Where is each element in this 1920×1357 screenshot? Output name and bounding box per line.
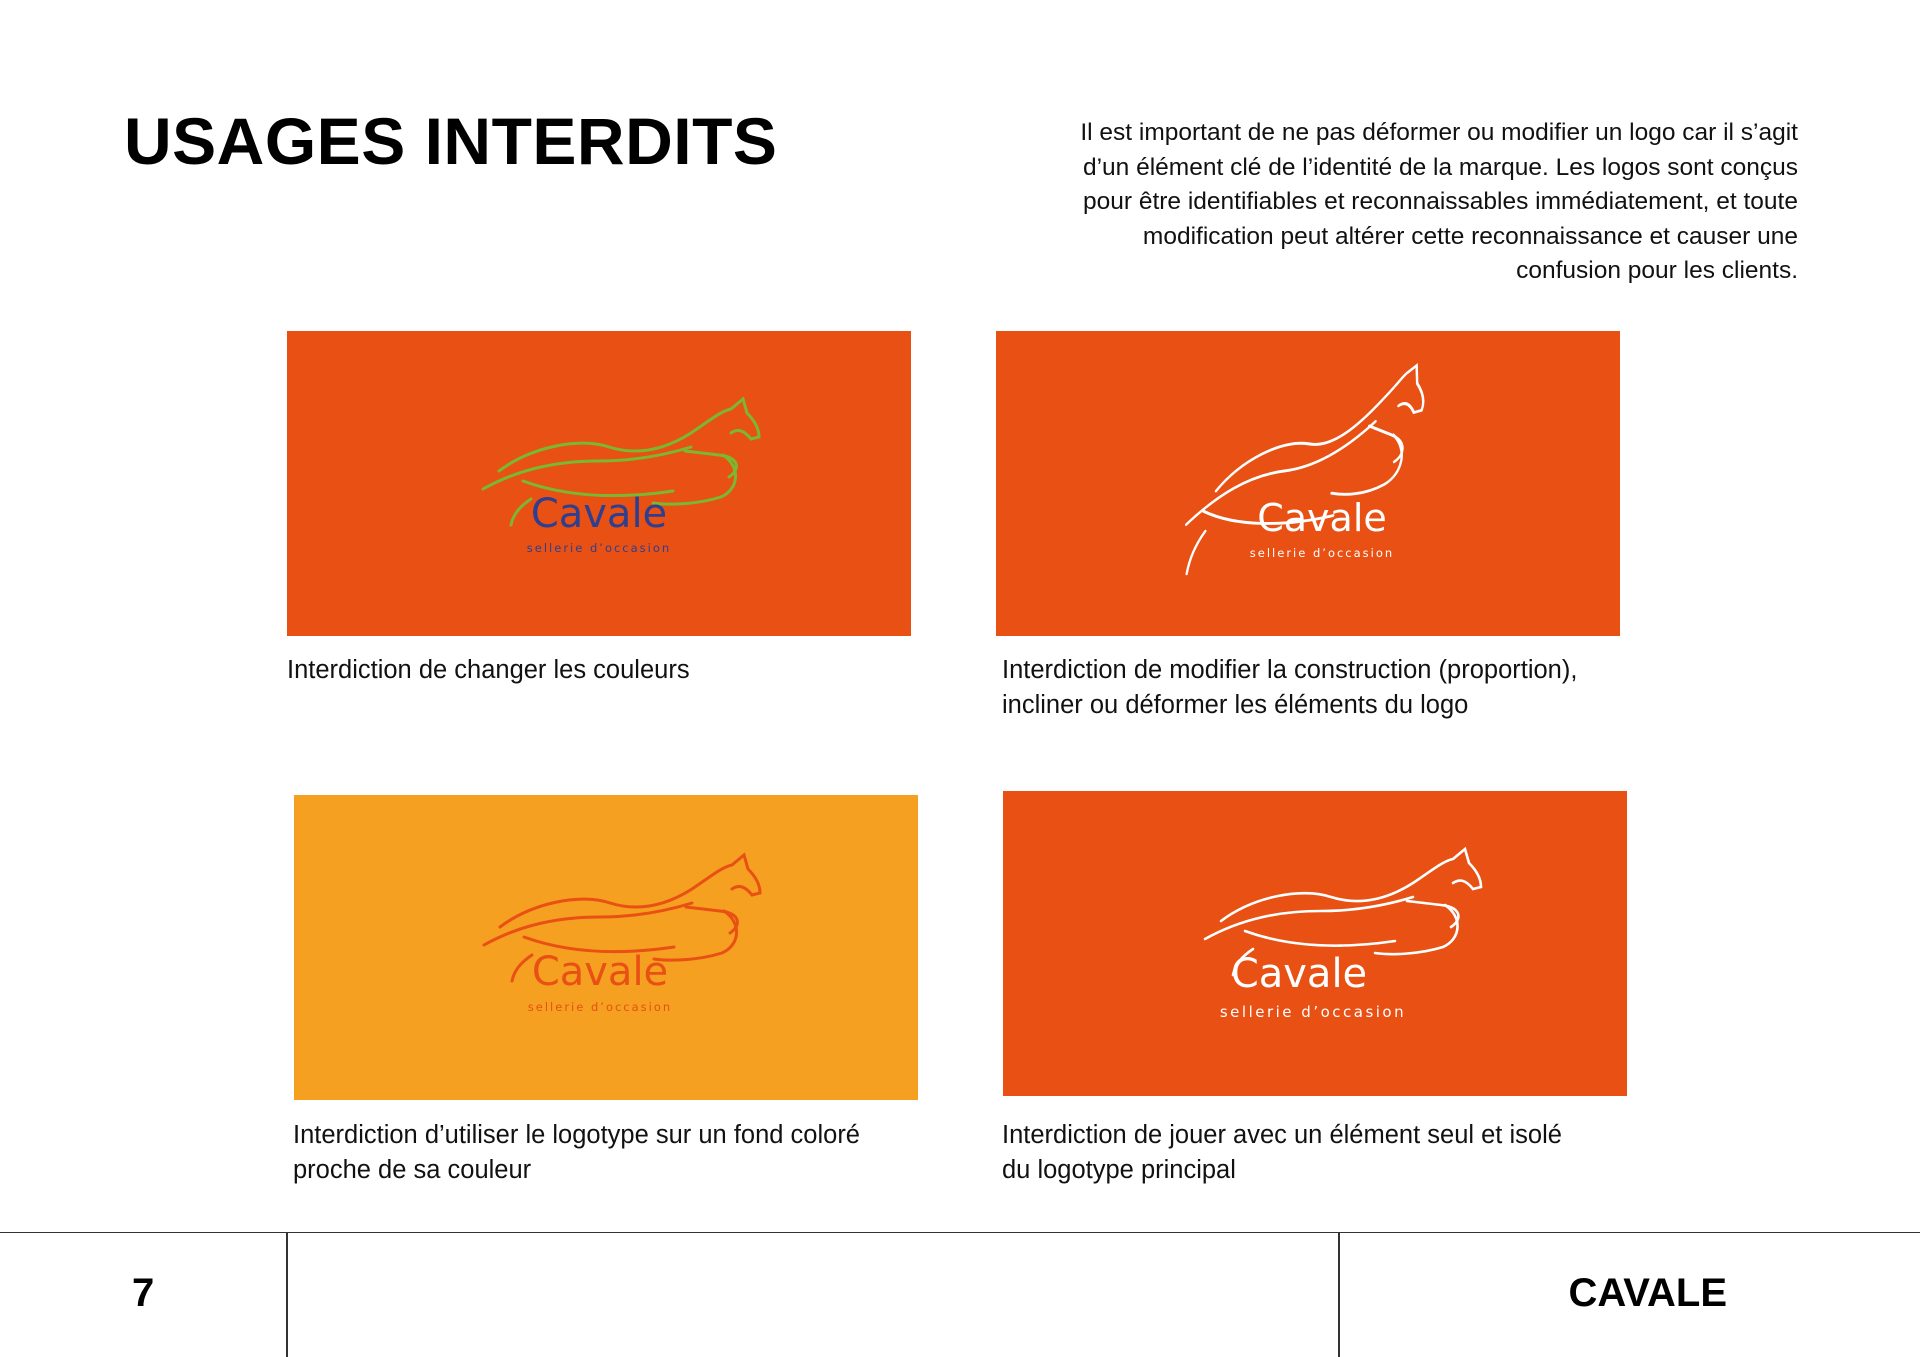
panel-background [1003, 791, 1627, 1096]
page-footer [0, 1232, 1920, 1357]
logo-wordmark: Cavale [1257, 496, 1387, 540]
cavale-logo-wrong-colors [287, 331, 911, 636]
caption-line: Interdiction de modifier la construction (proportion), [1002, 656, 1578, 684]
page-number: 7 [132, 1271, 155, 1315]
intro-line: confusion pour les clients. [1516, 257, 1798, 284]
intro-line: pour être identifiables et reconnaissables immédiatement, et toute [1083, 188, 1798, 215]
logo-tagline: sellerie d’occasion [1219, 1003, 1407, 1021]
cavale-logo-distorted [996, 331, 1620, 636]
intro-paragraph [960, 116, 1798, 289]
example-panel-wrong-colors [287, 331, 911, 636]
panel-background [294, 795, 918, 1100]
example-panel-isolated-element [1003, 791, 1627, 1096]
caption-line: incliner ou déformer les éléments du logo [1002, 691, 1469, 719]
page-title: USAGES INTERDITS [124, 104, 778, 178]
footer-divider [1338, 1233, 1340, 1357]
footer-brand: CAVALE [1568, 1271, 1727, 1315]
panel-background [287, 331, 911, 636]
intro-line: d’un élément clé de l’identité de la marque. Les logos sont conçus [1082, 153, 1798, 181]
logo-wordmark: Cavale [531, 949, 669, 995]
logo-wordmark: Cavale [1230, 951, 1368, 997]
logo-tagline: sellerie d’occasion [526, 541, 672, 555]
caption-line: Interdiction de jouer avec un élément seul et isolé [1002, 1121, 1562, 1149]
logo-tagline: sellerie d’occasion [1249, 546, 1395, 560]
logo-tagline: sellerie d’occasion [527, 1000, 673, 1014]
caption-line: du logotype principal [1002, 1156, 1236, 1184]
logo-wordmark: Cavale [530, 491, 668, 537]
caption-distorted [1002, 653, 1642, 723]
caption-line: Interdiction de changer les couleurs [287, 656, 690, 684]
caption-line: Interdiction d’utiliser le logotype sur un fond coloré [293, 1121, 860, 1149]
panel-background [996, 331, 1620, 636]
footer-divider [286, 1233, 288, 1357]
caption-close-background [293, 1118, 933, 1188]
intro-line: modification peut altérer cette reconnaissance et causer une [1142, 222, 1798, 250]
cavale-logo-isolated-element [1003, 791, 1627, 1096]
example-panel-close-background [294, 795, 918, 1100]
caption-isolated-element [1002, 1118, 1642, 1188]
intro-line: Il est important de ne pas déformer ou modifier un logo car il s’agit [1080, 119, 1798, 146]
caption-wrong-colors [287, 653, 927, 688]
example-panel-distorted [996, 331, 1620, 636]
cavale-logo-close-background [294, 795, 918, 1100]
caption-line: proche de sa couleur [293, 1156, 532, 1184]
